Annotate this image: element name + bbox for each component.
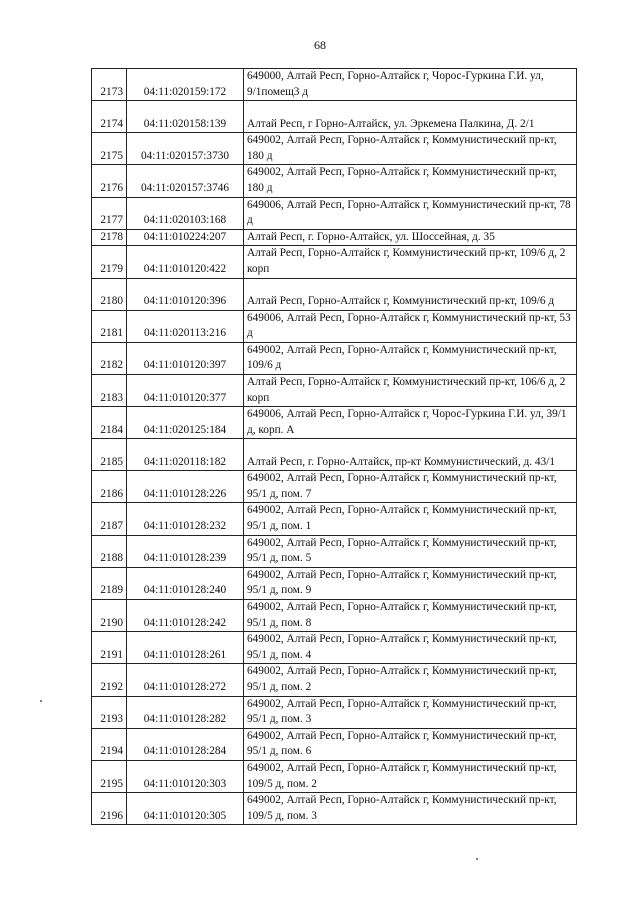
- cadastral-number: 04:11:010120:377: [127, 374, 244, 406]
- address: Алтай Респ, г Горно-Алтайск, ул. Эркемена Палкина, Д. 2/1: [244, 101, 577, 133]
- table-row: [92, 600, 577, 632]
- address: 649002, Алтай Респ, Горно-Алтайск г, Коммунистический пр-кт, 109/6 д: [244, 342, 577, 374]
- row-number: 2189: [92, 567, 127, 599]
- row-number: 2187: [92, 503, 127, 535]
- row-number: 2184: [92, 407, 127, 439]
- address: 649002, Алтай Респ, Горно-Алтайск г, Коммунистический пр-кт, 95/1 д, пом. 5: [244, 535, 577, 567]
- table-row: [92, 664, 577, 696]
- cadastral-number: 04:11:010128:242: [127, 600, 244, 632]
- row-number: 2185: [92, 439, 127, 471]
- table-body: [92, 69, 577, 825]
- table-row: [92, 133, 577, 165]
- table-row: [92, 342, 577, 374]
- address: 649002, Алтай Респ, Горно-Алтайск г, Коммунистический пр-кт, 95/1 д, пом. 1: [244, 503, 577, 535]
- table-row: [92, 439, 577, 471]
- table-row: [92, 69, 577, 101]
- row-number: 2182: [92, 342, 127, 374]
- scan-speck: [476, 858, 478, 860]
- address: 649002, Алтай Респ, Горно-Алтайск г, Коммунистический пр-кт, 95/1 д, пом. 9: [244, 567, 577, 599]
- table-row: [92, 696, 577, 728]
- cadastral-number: 04:11:010224:207: [127, 229, 244, 246]
- table-row: [92, 197, 577, 229]
- row-number: 2192: [92, 664, 127, 696]
- row-number: 2183: [92, 374, 127, 406]
- address: 649006, Алтай Респ, Горно-Алтайск г, Чорос-Гуркина Г.И. ул, 39/1 д, корп. А: [244, 407, 577, 439]
- address: 649006, Алтай Респ, Горно-Алтайск г, Коммунистический пр-кт, 53 д: [244, 310, 577, 342]
- address: Алтай Респ, Горно-Алтайск г, Коммунистический пр-кт, 106/6 д, 2 корп: [244, 374, 577, 406]
- address: 649002, Алтай Респ, Горно-Алтайск г, Коммунистический пр-кт, 95/1 д, пом. 4: [244, 632, 577, 664]
- row-number: 2186: [92, 471, 127, 503]
- address: Алтай Респ, Горно-Алтайск г, Коммунистический пр-кт, 109/6 д: [244, 278, 577, 310]
- row-number: 2174: [92, 101, 127, 133]
- address: 649002, Алтай Респ, Горно-Алтайск г, Коммунистический пр-кт, 109/5 д, пом. 3: [244, 793, 577, 825]
- property-registry-table: [91, 68, 577, 825]
- cadastral-number: 04:11:010120:303: [127, 760, 244, 792]
- row-number: 2179: [92, 246, 127, 278]
- cadastral-number: 04:11:010120:397: [127, 342, 244, 374]
- row-number: 2190: [92, 600, 127, 632]
- row-number: 2188: [92, 535, 127, 567]
- address: 649002, Алтай Респ, Горно-Алтайск г, Коммунистический пр-кт, 95/1 д, пом. 8: [244, 600, 577, 632]
- cadastral-number: 04:11:010120:396: [127, 278, 244, 310]
- scan-speck: [40, 700, 42, 702]
- cadastral-number: 04:11:020125:184: [127, 407, 244, 439]
- row-number: 2193: [92, 696, 127, 728]
- table-row: [92, 229, 577, 246]
- table-row: [92, 374, 577, 406]
- row-number: 2191: [92, 632, 127, 664]
- cadastral-number: 04:11:020113:216: [127, 310, 244, 342]
- cadastral-number: 04:11:020118:182: [127, 439, 244, 471]
- table-row: [92, 471, 577, 503]
- row-number: 2177: [92, 197, 127, 229]
- address: 649002, Алтай Респ, Горно-Алтайск г, Коммунистический пр-кт, 180 д: [244, 133, 577, 165]
- address: 649006, Алтай Респ, Горно-Алтайск г, Коммунистический пр-кт, 78 д: [244, 197, 577, 229]
- cadastral-number: 04:11:010128:232: [127, 503, 244, 535]
- row-number: 2196: [92, 793, 127, 825]
- table-row: [92, 310, 577, 342]
- cadastral-number: 04:11:020157:3746: [127, 165, 244, 197]
- cadastral-number: 04:11:010120:305: [127, 793, 244, 825]
- cadastral-number: 04:11:010128:261: [127, 632, 244, 664]
- address: 649002, Алтай Респ, Горно-Алтайск г, Коммунистический пр-кт, 95/1 д, пом. 2: [244, 664, 577, 696]
- table-row: [92, 760, 577, 792]
- cadastral-number: 04:11:020158:139: [127, 101, 244, 133]
- table-row: [92, 793, 577, 825]
- address: 649002, Алтай Респ, Горно-Алтайск г, Коммунистический пр-кт, 95/1 д, пом. 7: [244, 471, 577, 503]
- row-number: 2195: [92, 760, 127, 792]
- page-number: 68: [314, 38, 326, 52]
- cadastral-number: 04:11:010128:239: [127, 535, 244, 567]
- table-row: [92, 407, 577, 439]
- cadastral-number: 04:11:020159:172: [127, 69, 244, 101]
- cadastral-number: 04:11:010128:240: [127, 567, 244, 599]
- address: Алтай Респ, Горно-Алтайск г, Коммунистический пр-кт, 109/6 д, 2 корп: [244, 246, 577, 278]
- row-number: 2175: [92, 133, 127, 165]
- table-row: [92, 101, 577, 133]
- row-number: 2181: [92, 310, 127, 342]
- address: 649002, Алтай Респ, Горно-Алтайск г, Коммунистический пр-кт, 180 д: [244, 165, 577, 197]
- table-row: [92, 503, 577, 535]
- table-row: [92, 246, 577, 278]
- cadastral-number: 04:11:010120:422: [127, 246, 244, 278]
- cadastral-number: 04:11:010128:272: [127, 664, 244, 696]
- row-number: 2178: [92, 229, 127, 246]
- table-row: [92, 728, 577, 760]
- table-row: [92, 632, 577, 664]
- address: 649002, Алтай Респ, Горно-Алтайск г, Коммунистический пр-кт, 95/1 д, пом. 3: [244, 696, 577, 728]
- cadastral-number: 04:11:020103:168: [127, 197, 244, 229]
- address: 649002, Алтай Респ, Горно-Алтайск г, Коммунистический пр-кт, 95/1 д, пом. 6: [244, 728, 577, 760]
- table-row: [92, 567, 577, 599]
- address: 649002, Алтай Респ, Горно-Алтайск г, Коммунистический пр-кт, 109/5 д, пом. 2: [244, 760, 577, 792]
- address: Алтай Респ, г. Горно-Алтайск, пр-кт Коммунистический, д. 43/1: [244, 439, 577, 471]
- row-number: 2173: [92, 69, 127, 101]
- address: 649000, Алтай Респ, Горно-Алтайск г, Чорос-Гуркина Г.И. ул, 9/1помещ3 д: [244, 69, 577, 101]
- row-number: 2180: [92, 278, 127, 310]
- table-row: [92, 278, 577, 310]
- cadastral-number: 04:11:010128:282: [127, 696, 244, 728]
- cadastral-number: 04:11:010128:284: [127, 728, 244, 760]
- row-number: 2176: [92, 165, 127, 197]
- cadastral-number: 04:11:020157:3730: [127, 133, 244, 165]
- address: Алтай Респ, г. Горно-Алтайск, ул. Шоссейная, д. 35: [244, 229, 577, 246]
- table-row: [92, 165, 577, 197]
- table-row: [92, 535, 577, 567]
- cadastral-number: 04:11:010128:226: [127, 471, 244, 503]
- row-number: 2194: [92, 728, 127, 760]
